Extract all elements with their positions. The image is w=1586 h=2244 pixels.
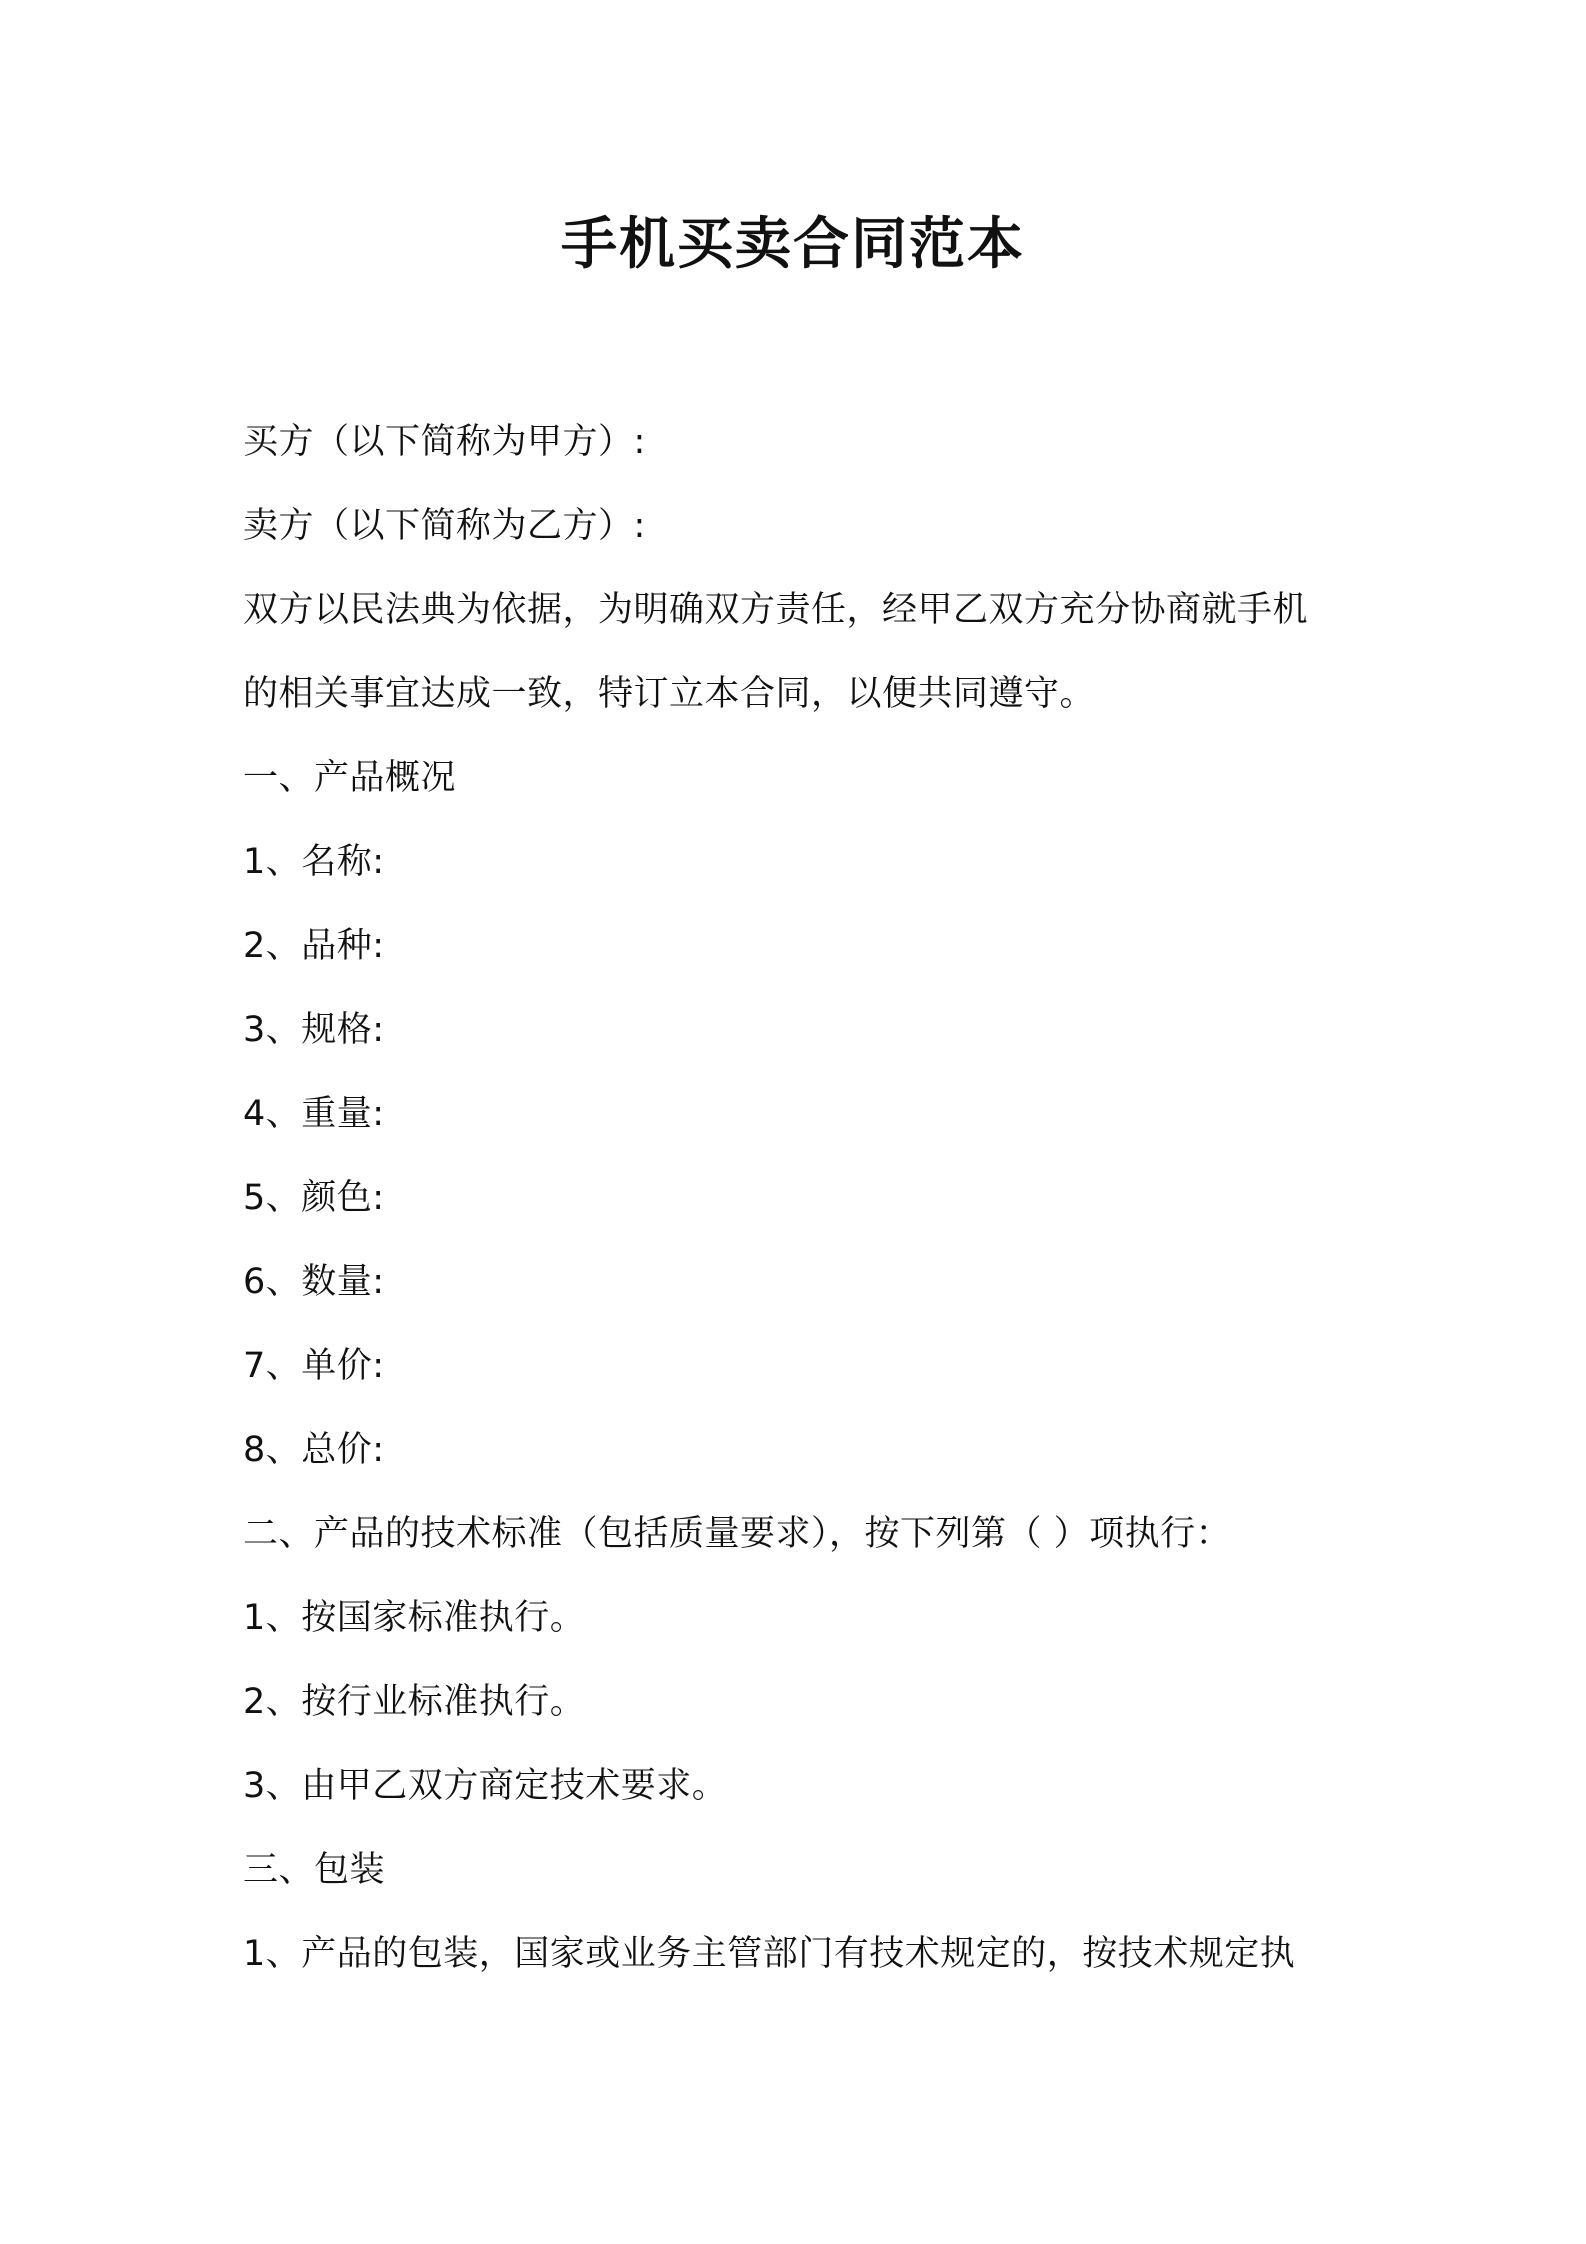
preamble-line-1: 双方以民法典为依据，为明确双方责任，经甲乙双方充分协商就手机 xyxy=(243,590,1309,630)
list-item-weight: 4、重量: xyxy=(243,1094,385,1134)
seller-line: 卖方（以下简称为乙方）: xyxy=(243,506,646,546)
preamble-line-2: 的相关事宜达成一致，特订立本合同，以便共同遵守。 xyxy=(243,674,1096,714)
list-item-quantity: 6、数量: xyxy=(243,1262,385,1302)
list-item-specification: 3、规格: xyxy=(243,1010,385,1050)
document-body xyxy=(243,400,1363,1996)
section-heading-packaging: 三、包装 xyxy=(243,1850,386,1890)
list-item-unit-price: 7、单价: xyxy=(243,1346,385,1386)
list-item-national-standard: 1、按国家标准执行。 xyxy=(243,1598,586,1638)
list-item-total-price: 8、总价: xyxy=(243,1430,385,1470)
list-item-industry-standard: 2、按行业标准执行。 xyxy=(243,1682,586,1722)
document-title: 手机买卖合同范本 xyxy=(561,212,1025,277)
list-item-variety: 2、品种: xyxy=(243,926,385,966)
section-heading-technical-standard: 二、产品的技术标准（包括质量要求），按下列第（ ）项执行： xyxy=(243,1514,1232,1554)
list-item-color: 5、颜色: xyxy=(243,1178,385,1218)
list-item-name: 1、名称: xyxy=(243,842,385,882)
section-heading-product-overview: 一、产品概况 xyxy=(243,758,457,798)
list-item-packaging-rule: 1、产品的包装，国家或业务主管部门有技术规定的，按技术规定执 xyxy=(243,1934,1296,1974)
list-item-negotiated-requirements: 3、由甲乙双方商定技术要求。 xyxy=(243,1766,728,1806)
buyer-line: 买方（以下简称为甲方）: xyxy=(243,422,646,462)
